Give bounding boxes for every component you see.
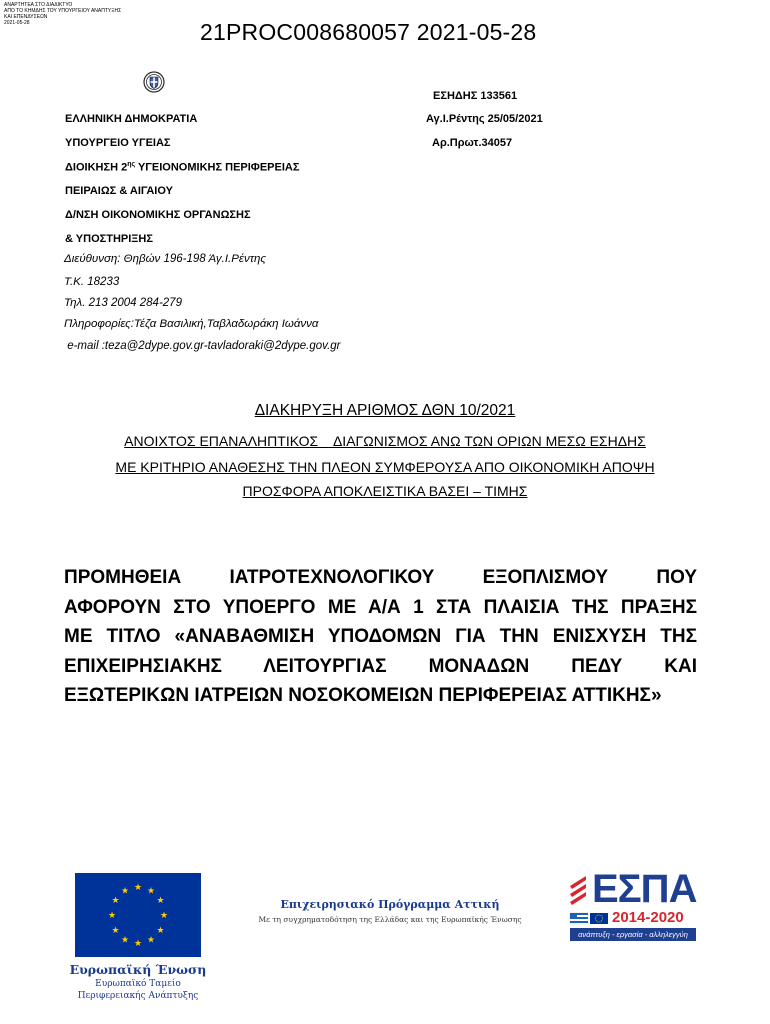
greek-emblem-icon (143, 71, 165, 93)
stamp-line: ΑΠΟ ΤΟ ΚΗΜΔΗΣ ΤΟΥ ΥΠΟΥΡΓΕΙΟΥ ΑΝΑΠΤΥΞΗΣ (4, 8, 122, 14)
stamp-line: ΑΝΑΡΤΗΤΕΑ ΣΤΟ ΔΙΑΔΙΚΤΥΟ (4, 2, 73, 8)
svg-text:★: ★ (133, 883, 143, 893)
svg-text:★: ★ (111, 926, 120, 936)
program-title: Επιχειρησιακό Πρόγραμμα Αττική (280, 898, 500, 911)
announcement-type: ΑΝΟΙΧΤΟΣ ΕΠΑΝΑΛΗΠΤΙΚΟΣ ΔΙΑΓΩΝΙΣΜΟΣ ΑΝΩ ΤΩΝ ΟΡΙΩΝ ΜΕΣΩ ΕΣΗΔΗΣ (124, 433, 646, 449)
document-title (64, 563, 697, 711)
document-id: 21PROC008680057 2021-05-28 (200, 19, 537, 45)
header-administration: ΔΙΟΙΚΗΣΗ $2^{\eta\varsigma}$ ΥΓΕΙΟΝΟΜΙΚΗΣ ΠΕΡΙΦΕΡΕΙΑΣ (65, 161, 300, 174)
contact-info: Πληροφορίες:Τέζα Βασιλική,Ταβλαδωράκη Ιωάννα (64, 318, 319, 330)
header-directorate: Δ/ΝΣΗ ΟΙΚΟΝΟΜΙΚΗΣ ΟΡΓΑΝΩΣΗΣ (65, 209, 251, 221)
title-line: ΑΦΟΡΟΥΝ ΣΤΟ ΥΠΟΕΡΓΟ ΜΕ Α/Α 1 ΣΤΑ ΠΛΑΙΣΙΑ ΤΗΣ ΠΡΑΞΗΣ (64, 596, 697, 618)
announcement-criterion: ΜΕ ΚΡΙΤΗΡΙΟ ΑΝΑΘΕΣΗΣ ΤΗΝ ΠΛΕΟΝ ΣΥΜΦΕΡΟΥΣΑ ΑΠΟ ΟΙΚΟΝΟΜΙΚΗ ΑΠΟΨΗ (115, 459, 655, 475)
esidis-number: ΕΣΗΔΗΣ 133561 (433, 90, 518, 102)
espa-wordmark: ΕΣΠΑ (592, 867, 697, 911)
title-line: ΕΠΙΧΕΙΡΗΣΙΑΚΗΣ ΛΕΙΤΟΥΡΓΙΑΣ ΜΟΝΑΔΩΝ ΠΕΔΥ ΚΑΙ (64, 655, 697, 677)
svg-text:★: ★ (107, 911, 117, 921)
eu-title: Ευρωπαϊκή Ένωση (69, 962, 207, 977)
svg-text:★: ★ (111, 896, 120, 906)
title-line: ΠΡΟΜΗΘΕΙΑ ΙΑΤΡΟΤΕΧΝΟΛΟΓΙΚΟΥ ΕΞΟΠΛΙΣΜΟΥ ΠΟΥ (64, 567, 697, 588)
title-line: ΜΕ ΤΙΤΛΟ «ΑΝΑΒΑΘΜΙΣΗ ΥΠΟΔΟΜΩΝ ΓΙΑ ΤΗΝ ΕΝΙΣΧΥΣΗ ΤΗΣ (64, 626, 697, 647)
svg-text:★: ★ (156, 896, 165, 906)
contact-address: Διεύθυνση: Θηβών 196-198 Άγ.Ι.Ρέντης (64, 253, 266, 265)
program-subtitle: Με τη συγχρηματοδότηση της Ελλάδας και της Ευρωπαϊκής Ένωσης (258, 915, 522, 924)
contact-phone: Τηλ. 213 2004 284-279 (64, 297, 182, 309)
title-line: ΕΞΩΤΕΡΙΚΩΝ ΙΑΤΡΕΙΩΝ ΝΟΣΟΚΟΜΕΙΩΝ ΠΕΡΙΦΕΡΕΙΑΣ ΑΤΤΙΚΗΣ» (64, 685, 662, 706)
espa-years: 2014-2020 (612, 909, 684, 926)
svg-text:★: ★ (146, 935, 156, 946)
svg-text:★: ★ (133, 939, 143, 949)
announcement-price: ΠΡΟΣΦΟΡΑ ΑΠΟΚΛΕΙΣΤΙΚΑ ΒΑΣΕΙ – ΤΙΜΗΣ (242, 483, 528, 499)
announcement-number: ΔΙΑΚΗΡΥΞΗ ΑΡΙΘΜΟΣ ΔΘΝ 10/2021 (254, 402, 516, 419)
svg-text:★: ★ (120, 935, 130, 946)
espa-tagline: ανάπτυξη - εργασία - αλληλεγγύη (578, 930, 688, 939)
svg-text:★: ★ (120, 886, 130, 897)
svg-text:★: ★ (159, 911, 169, 921)
stamp-line: 2021-05-28 (4, 20, 30, 26)
protocol-number: Αρ.Πρωτ.34057 (432, 137, 513, 149)
eu-fund: Ευρωπαϊκό Ταμείο (95, 979, 181, 989)
eu-flag-icon (75, 873, 201, 957)
header-support: & ΥΠΟΣΤΗΡΙΞΗΣ (65, 233, 153, 245)
espa-logo (568, 867, 698, 950)
header-ministry: ΥΠΟΥΡΓΕΙΟ ΥΓΕΙΑΣ (65, 137, 171, 149)
svg-text:★: ★ (156, 926, 165, 936)
svg-text:★: ★ (146, 886, 156, 897)
header-republic: ΕΛΛΗΝΙΚΗ ΔΗΜΟΚΡΑΤΙΑ (65, 113, 198, 125)
issue-date: Αγ.Ι.Ρέντης 25/05/2021 (426, 113, 543, 125)
stamp-line: ΚΑΙ ΕΠΕΝΔΥΣΕΩΝ (4, 14, 48, 20)
header-region: ΠΕΙΡΑΙΩΣ & ΑΙΓΑΙΟΥ (65, 185, 173, 197)
registry-stamp (4, 2, 194, 26)
eu-fund-region: Περιφερειακής Ανάπτυξης (77, 991, 199, 1001)
contact-postcode: Τ.Κ. 18233 (64, 276, 120, 288)
contact-email: e-mail :teza@2dype.gov.gr-tavladoraki@2dype.gov.gr (64, 340, 341, 352)
